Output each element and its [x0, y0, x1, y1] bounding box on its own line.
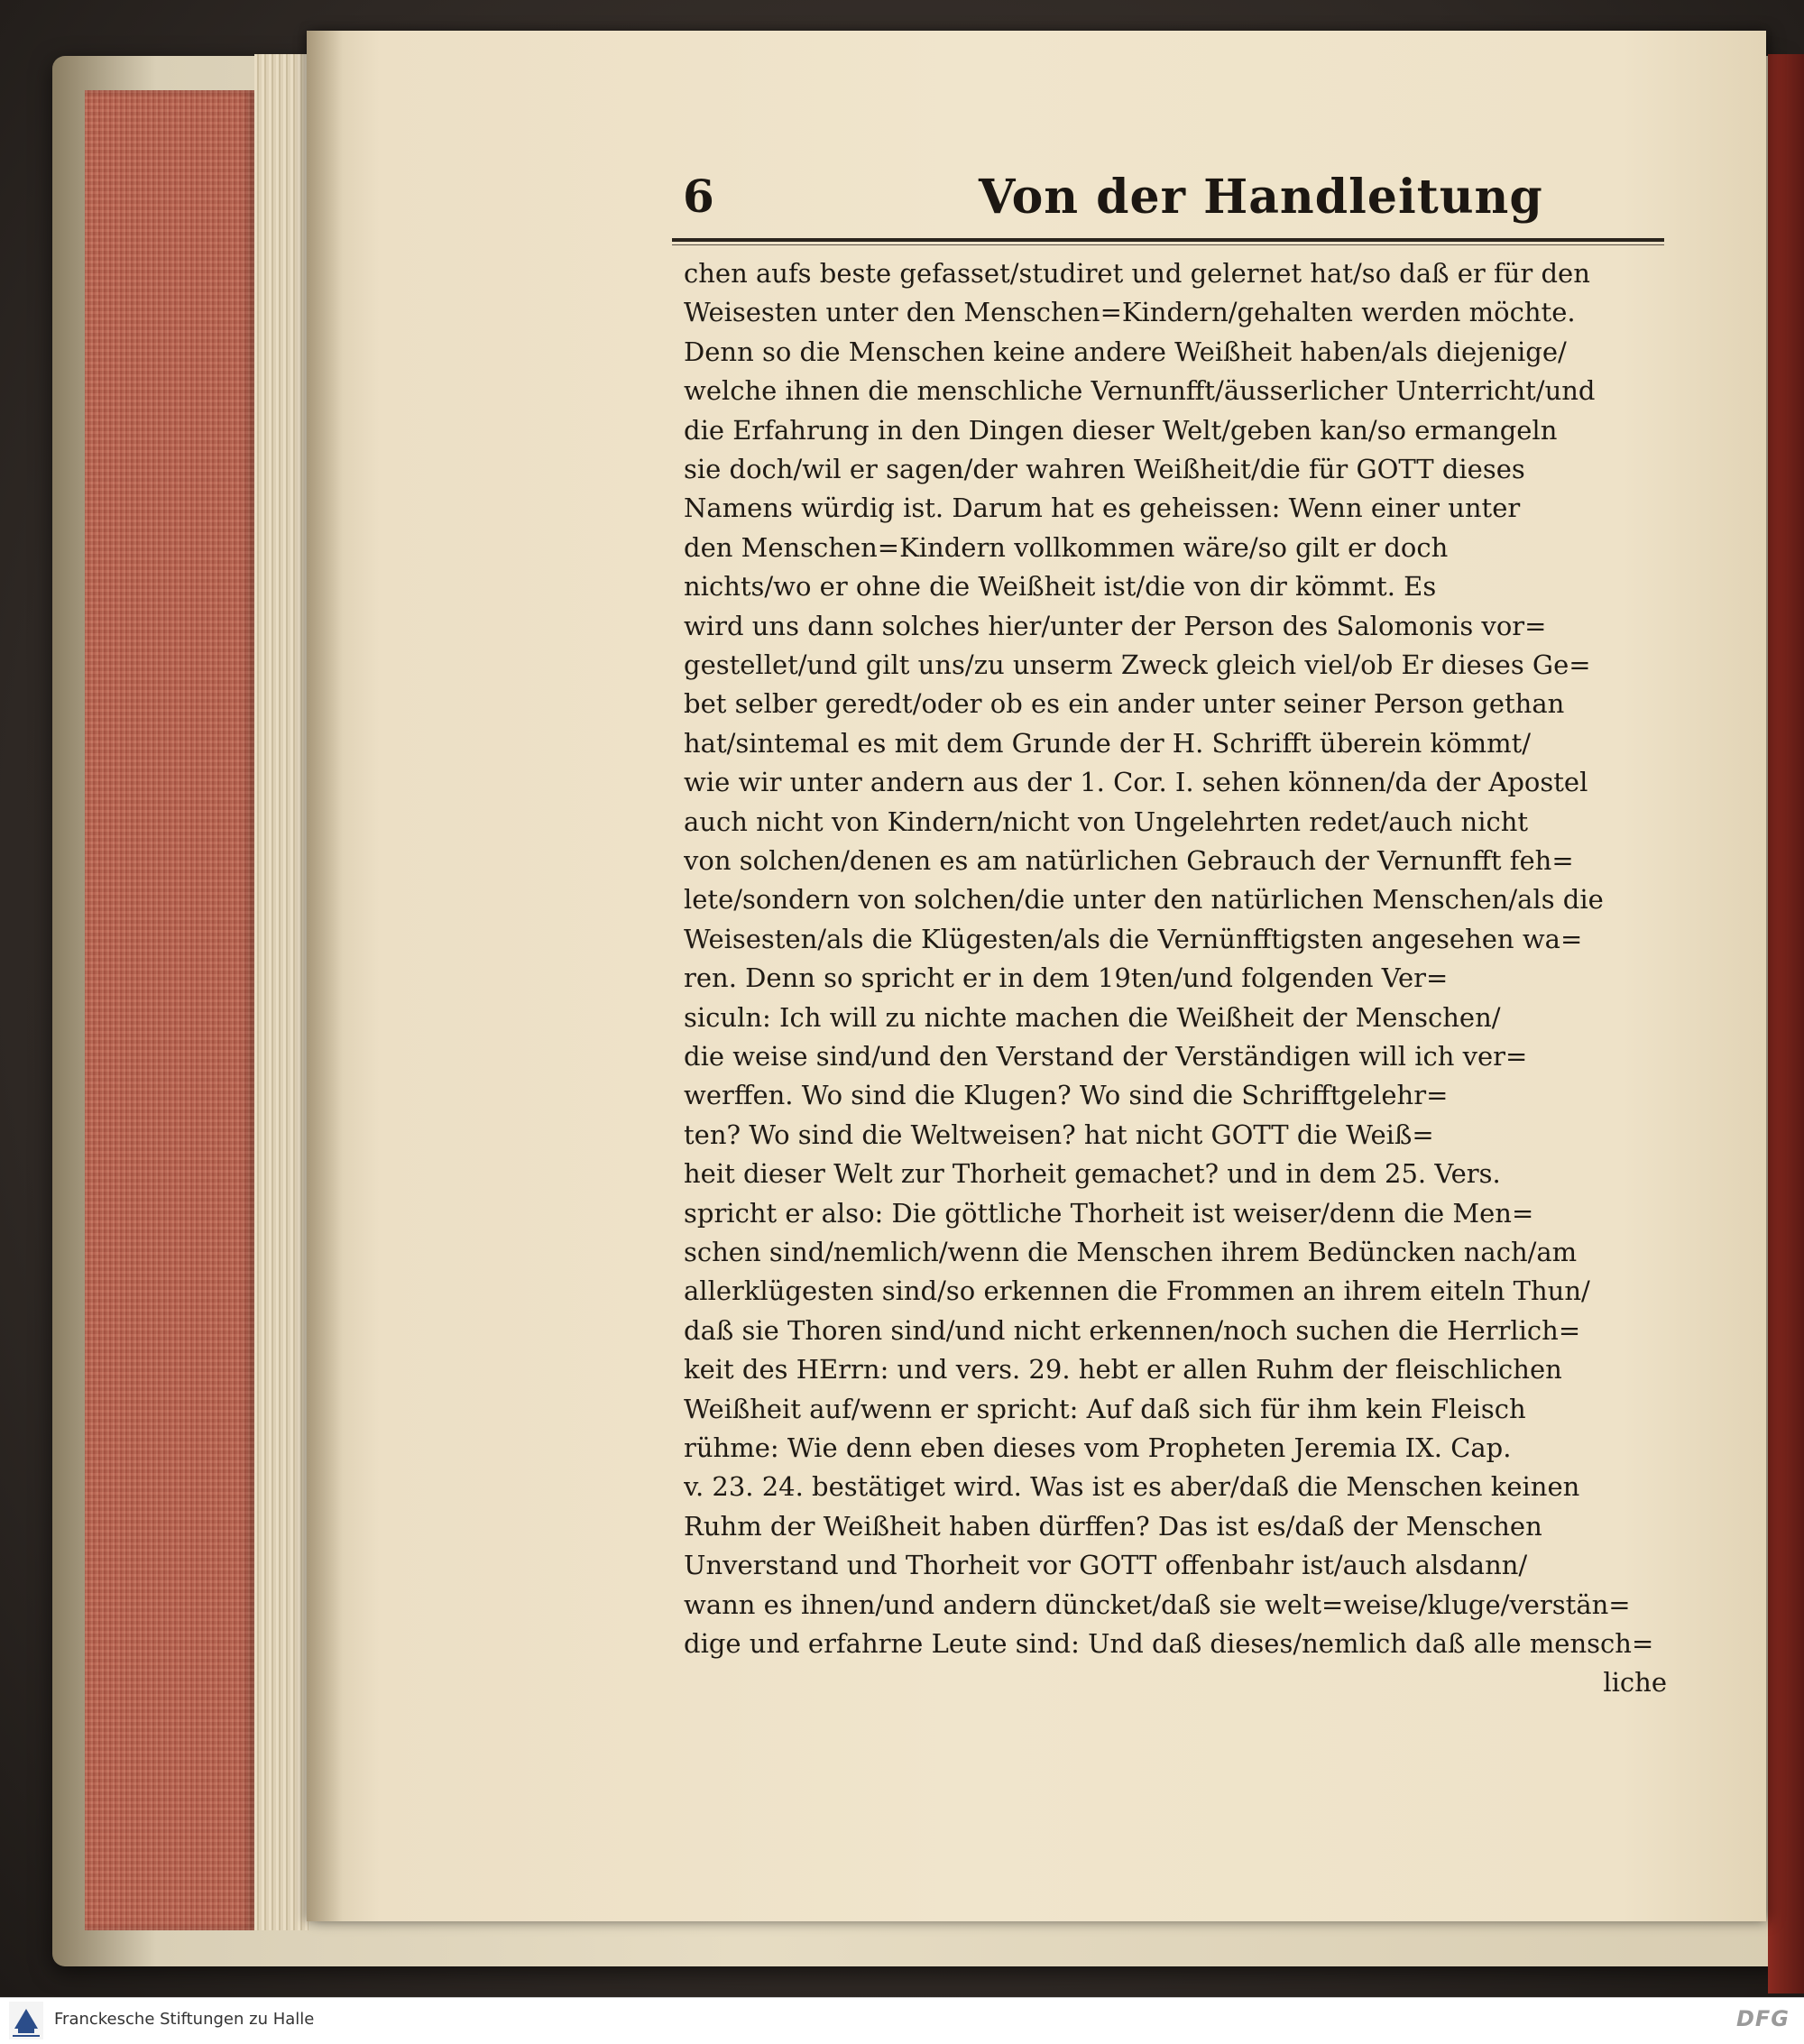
- text-line: Weisesten/als die Klügesten/als die Vernünfftigsten angesehen wa=: [684, 923, 1583, 954]
- catchword: liche: [1603, 1667, 1667, 1699]
- text-line: wann es ihnen/und andern düncket/daß sie welt=weise/kluge/verstän=: [684, 1588, 1631, 1620]
- text-line: welche ihnen die menschliche Vernunfft/äusserlicher Unterricht/und: [684, 375, 1596, 407]
- text-line: heit dieser Welt zur Thorheit gemachet? und in dem 25. Vers.: [684, 1158, 1501, 1190]
- text-line: wird uns dann solches hier/unter der Person des Salomonis vor=: [684, 610, 1547, 641]
- gutter-shadow: [307, 31, 343, 1921]
- text-line: dige und erfahrne Leute sind: Und daß dieses/nemlich daß alle mensch=: [684, 1628, 1654, 1659]
- text-line: den Menschen=Kindern vollkommen wäre/so gilt er doch: [684, 531, 1449, 563]
- text-line: die weise sind/und den Verstand der Verständigen will ich ver=: [684, 1041, 1528, 1072]
- text-line: allerklügesten sind/so erkennen die Frommen an ihrem eiteln Thun/: [684, 1275, 1590, 1307]
- text-line: von solchen/denen es am natürlichen Gebrauch der Vernunfft feh=: [684, 845, 1574, 876]
- text-line: gestellet/und gilt uns/zu unserm Zweck gleich viel/ob Er dieses Ge=: [684, 649, 1591, 680]
- text-line: spricht er also: Die göttliche Thorheit ist weiser/denn die Men=: [684, 1197, 1534, 1229]
- text-line: chen aufs beste gefasset/studiret und gelernet hat/so daß er für den: [684, 258, 1590, 289]
- text-line: Namens würdig ist. Darum hat es geheissen: Wenn einer unter: [684, 493, 1521, 524]
- text-line: sie doch/wil er sagen/der wahren Weißheit/die für GOTT dieses: [684, 454, 1525, 484]
- text-line: werffen. Wo sind die Klugen? Wo sind die Schrifftgelehr=: [684, 1080, 1449, 1111]
- header-rule-thin: [672, 244, 1664, 245]
- text-line: wie wir unter andern aus der 1. Cor. I. sehen können/da der Apostel: [684, 767, 1588, 798]
- page-leaves: [254, 54, 308, 1930]
- text-line: rühme: Wie denn eben dieses vom Propheten Jeremia IX. Cap.: [684, 1432, 1512, 1463]
- text-line: ren. Denn so spricht er in dem 19ten/und folgenden Ver=: [684, 962, 1449, 994]
- dfg-logo[interactable]: DFG: [1735, 2006, 1790, 2031]
- text-line: daß sie Thoren sind/und nicht erkennen/noch suchen die Herrlich=: [684, 1314, 1581, 1346]
- foundation-logo-icon: [9, 2002, 43, 2039]
- text-line: schen sind/nemlich/wenn die Menschen ihrem Bedüncken nach/am: [684, 1237, 1578, 1267]
- text-line: Unverstand und Thorheit vor GOTT offenbahr ist/auch alsdann/: [684, 1550, 1528, 1581]
- text-line: lete/sondern von solchen/die unter den natürlichen Menschen/als die: [684, 884, 1604, 916]
- text-line: auch nicht von Kindern/nicht von Ungelehrten redet/auch nicht: [684, 806, 1529, 837]
- text-line: Ruhm der Weißheit haben dürffen? Das ist es/daß der Menschen: [684, 1510, 1542, 1542]
- text-line: ten? Wo sind die Weltweisen? hat nicht GOTT die Weiß=: [684, 1119, 1434, 1150]
- body-text: [684, 254, 1667, 1761]
- page-fore-edge: [85, 90, 254, 1930]
- book-cover-edge: [1768, 54, 1804, 1993]
- viewer-footer: [0, 1997, 1804, 2044]
- text-line: Weisesten unter den Menschen=Kindern/gehalten werden möchte.: [684, 297, 1576, 328]
- text-line: Weißheit auf/wenn er spricht: Auf daß sich für ihm kein Fleisch: [684, 1393, 1526, 1424]
- running-head: [672, 170, 1664, 233]
- header-rule: [672, 238, 1664, 242]
- text-line: v. 23. 24. bestätiget wird. Was ist es aber/daß die Menschen keinen: [684, 1471, 1580, 1503]
- text-line: bet selber geredt/oder ob es ein ander unter seiner Person gethan: [684, 688, 1565, 720]
- running-title: Von der Handleitung: [979, 170, 1543, 225]
- institution-label[interactable]: Franckesche Stiftungen zu Halle: [54, 2010, 315, 2029]
- text-line: die Erfahrung in den Dingen dieser Welt/geben kan/so ermangeln: [684, 414, 1558, 446]
- text-line: keit des HErrn: und vers. 29. hebt er allen Ruhm der fleischlichen: [684, 1354, 1562, 1386]
- page-number: 6: [683, 170, 714, 223]
- text-line: siculn: Ich will zu nichte machen die Weißheit der Menschen/: [684, 1001, 1501, 1033]
- text-line: Denn so die Menschen keine andere Weißheit haben/als diejenige/: [684, 336, 1567, 367]
- text-line: hat/sintemal es mit dem Grunde der H. Schrifft überein kömmt/: [684, 727, 1531, 759]
- text-line: nichts/wo er ohne die Weißheit ist/die von dir kömmt. Es: [684, 571, 1437, 603]
